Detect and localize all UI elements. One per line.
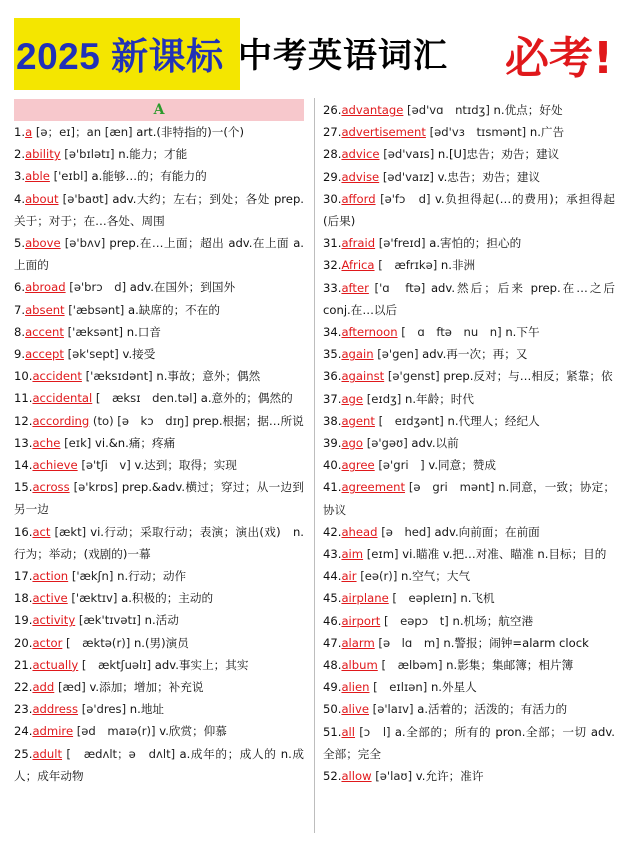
entry-word: accent	[25, 324, 64, 339]
entry-number: 16.	[14, 524, 33, 539]
entry-number: 8.	[14, 324, 26, 339]
entry-word: abroad	[25, 280, 66, 295]
entry-number: 7.	[14, 302, 26, 317]
vocab-entry	[323, 676, 615, 698]
vocab-entry	[14, 743, 304, 787]
entry-word: action	[32, 569, 69, 584]
vocab-entry	[323, 232, 615, 254]
entry-definition: n.事故；意外；偶然	[152, 369, 261, 384]
entry-definition: vi.行动；采取行动；表演；演出(戏) n.行为；举动；(戏剧的)一幕	[14, 524, 304, 561]
entry-number: 19.	[14, 613, 33, 628]
vocab-entry	[323, 765, 615, 787]
entry-word: about	[25, 191, 59, 206]
entry-definition: n.空气；大气	[397, 569, 471, 584]
entry-definition: a.成年的；成人的 n.成人；成年动物	[14, 746, 304, 783]
entry-phonetic: ['ækʃn]	[68, 569, 114, 584]
entry-phonetic: [əd'vɜ tɪsmənt]	[425, 125, 527, 140]
vocab-entry	[323, 254, 615, 276]
entry-phonetic: [ækt]	[50, 524, 87, 539]
entry-definition: adv.再一次；再；又	[418, 347, 528, 362]
entry-definition: a.积极的；主动的	[117, 591, 214, 606]
entry-number: 11.	[14, 391, 33, 406]
vocab-entry	[14, 565, 304, 587]
vocab-entry	[323, 121, 615, 143]
vocab-entry	[323, 543, 615, 565]
entry-word: actually	[32, 657, 79, 672]
entry-number: 43.	[323, 547, 342, 562]
entry-definition: a.能够…的；有能力的	[87, 169, 207, 184]
entry-word: adult	[32, 746, 63, 761]
entry-number: 35.	[323, 347, 342, 362]
entry-number: 4.	[14, 191, 26, 206]
entry-number: 34.	[323, 325, 342, 340]
vocab-entry	[323, 166, 615, 188]
entry-number: 13.	[14, 435, 33, 450]
entry-phonetic: [ eɪlɪən]	[369, 680, 428, 695]
entry-word: absent	[25, 302, 65, 317]
entry-phonetic: [ æktʃuəlɪ]	[78, 657, 152, 672]
entry-word: active	[32, 591, 68, 606]
vocab-entry	[14, 521, 304, 565]
entry-phonetic: [ɔ l]	[355, 724, 391, 739]
vocab-entry	[14, 587, 304, 609]
entry-number: 5.	[14, 236, 26, 251]
entry-definition: vi.&n.痛；疼痛	[91, 435, 176, 450]
title-exclaim: !	[593, 33, 614, 84]
entry-phonetic: [ə lɑ m]	[374, 635, 440, 650]
vocab-entry	[323, 99, 615, 121]
entry-word: accidental	[32, 391, 93, 406]
entry-number: 28.	[323, 147, 342, 162]
entry-number: 30.	[323, 191, 342, 206]
entry-definition: a.全部的；所有的 pron.全部；一切 adv.全部；完全	[323, 724, 615, 761]
vocab-entry	[14, 365, 304, 387]
entry-number: 1.	[14, 125, 26, 139]
entry-number: 39.	[323, 436, 342, 451]
entry-definition: prep.反对；与…相反；紧靠；依	[439, 369, 613, 384]
entry-word: air	[341, 569, 357, 584]
entry-phonetic: [ ædʌlt；ə dʌlt]	[62, 746, 176, 761]
entry-phonetic: [ə'tʃi v]	[77, 458, 131, 473]
entry-definition: adv.以前	[407, 436, 459, 451]
vocab-entry	[323, 698, 615, 720]
entry-definition: n.行动；动作	[113, 569, 187, 584]
entry-definition: v.负担得起(…的费用)；承担得起(后果)	[323, 191, 615, 229]
entry-word: agent	[341, 413, 375, 428]
entry-phonetic: [eɪk]	[60, 435, 92, 450]
entry-definition: n.飞机	[456, 591, 495, 606]
vocab-entry	[323, 432, 615, 454]
entry-word: add	[32, 680, 55, 695]
entry-phonetic: [ eəpɔ t]	[380, 613, 449, 628]
entry-phonetic: [ə'genst]	[384, 369, 440, 384]
entry-word: ago	[341, 436, 364, 451]
entry-number: 32.	[323, 258, 342, 273]
entry-word: accept	[25, 347, 64, 362]
entry-definition: v.接受	[118, 347, 156, 362]
entry-phonetic: [ə gri mənt]	[405, 480, 495, 495]
entry-word: above	[25, 236, 61, 251]
entry-definition: prep.&adv.横过；穿过；从一边到另一边	[14, 480, 304, 517]
entry-word: across	[32, 480, 70, 495]
entry-phonetic: [ə hed]	[377, 524, 431, 539]
entry-word: address	[32, 702, 79, 717]
entry-word: actor	[32, 635, 63, 650]
vocab-entry	[14, 676, 304, 698]
entry-word: achieve	[32, 458, 78, 473]
entry-number: 3.	[14, 169, 26, 184]
entry-word: agree	[341, 458, 375, 473]
entry-definition: n.外星人	[427, 680, 477, 695]
entry-definition: vi.瞄准 v.把…对准、瞄准 n.目标；目的	[398, 547, 607, 562]
entry-word: airport	[341, 613, 381, 628]
entry-phonetic: [ eɪdʒənt]	[374, 413, 444, 428]
entry-word: agreement	[341, 480, 406, 495]
entry-phonetic: [ æktə(r)]	[62, 635, 131, 650]
left-column	[14, 99, 304, 787]
vocab-entry	[14, 143, 304, 165]
entry-definition: n.活动	[140, 613, 179, 628]
entry-definition: v.达到；取得；实现	[130, 458, 237, 473]
entry-word: again	[341, 347, 374, 362]
entry-number: 31.	[323, 236, 342, 251]
entry-number: 27.	[323, 125, 342, 140]
entry-word: according	[32, 413, 90, 428]
entry-number: 23.	[14, 702, 33, 717]
vocab-entry	[323, 277, 615, 321]
entry-number: 25.	[14, 746, 33, 761]
entry-definition: v.忠告；劝告；建议	[433, 169, 541, 184]
entry-number: 38.	[323, 413, 342, 428]
vocab-entry	[14, 654, 304, 676]
vocab-entry	[323, 654, 615, 676]
entry-definition: n.广告	[526, 125, 565, 140]
vocab-entry	[323, 610, 615, 632]
entry-phonetic: ['eɪbl]	[49, 169, 88, 184]
vocab-entry	[323, 587, 615, 609]
entry-phonetic: [ə'fɔ d]	[375, 191, 431, 206]
vocab-entry	[14, 165, 304, 187]
entry-word: after	[341, 280, 369, 295]
vocab-entry	[14, 698, 304, 720]
entry-definition: n.(男)演员	[130, 635, 189, 650]
entry-number: 29.	[323, 169, 342, 184]
entry-word: activity	[32, 613, 76, 628]
vocab-entry	[323, 143, 615, 165]
entry-word: against	[341, 369, 385, 384]
entry-number: 52.	[323, 769, 342, 784]
entry-word: afternoon	[341, 325, 398, 340]
entry-phonetic: [ə'freɪd]	[375, 236, 426, 251]
title-year: 2025	[16, 36, 101, 77]
entry-definition: n.地址	[126, 702, 165, 717]
entry-definition: adv.事实上；其实	[151, 657, 249, 672]
vocab-entry	[323, 365, 615, 387]
entry-number: 9.	[14, 347, 26, 362]
vocab-entry	[14, 232, 304, 276]
entry-number: 20.	[14, 635, 33, 650]
entry-definition: n.警报；闹钟=alarm clock	[439, 635, 589, 650]
entry-definition: n.代理人；经纪人	[443, 413, 540, 428]
vocab-entry	[14, 276, 304, 298]
vocab-entry	[323, 721, 615, 765]
entry-definition: n.[U]忠告；劝告；建议	[434, 147, 560, 162]
entry-definition: v.允许；准许	[412, 769, 484, 784]
vocab-entry	[323, 454, 615, 476]
vocab-entry	[14, 188, 304, 232]
entry-definition: v.同意；赞成	[424, 458, 497, 473]
entry-phonetic: [æd]	[54, 680, 86, 695]
entry-definition: n.同意，一致；协定；协议	[323, 480, 615, 517]
entry-number: 33.	[323, 280, 342, 295]
entry-phonetic: [ æfrɪkə]	[374, 258, 438, 273]
title-year-brand	[16, 26, 224, 80]
title-must	[505, 22, 613, 86]
entry-definition: n.优点；好处	[489, 103, 563, 117]
entry-word: ability	[25, 147, 61, 162]
entry-phonetic: ['æbsənt]	[64, 302, 125, 317]
vocab-entry	[14, 387, 304, 409]
entry-number: 14.	[14, 458, 33, 473]
vocab-entry	[323, 343, 615, 365]
vocab-entry	[14, 476, 304, 520]
entry-phonetic: ['æktɪv]	[67, 591, 118, 606]
entry-phonetic: [eɪdʒ]	[363, 391, 402, 406]
entry-number: 51.	[323, 724, 342, 739]
entry-phonetic: [əd maɪə(r)]	[73, 724, 156, 739]
entry-phonetic: [ ælbəm]	[377, 658, 443, 673]
entry-phonetic: [əd'vaɪs]	[379, 147, 435, 162]
entry-number: 6.	[14, 280, 26, 295]
vocab-entry	[14, 609, 304, 631]
entry-definition: n.年龄；时代	[401, 391, 474, 406]
title-must-text: 必考	[505, 33, 593, 84]
entry-phonetic: [ æksɪ den.təl]	[92, 391, 198, 406]
vocab-entry	[14, 632, 304, 654]
entry-phonetic: [ ɑ ftə nu n]	[397, 325, 502, 340]
vocab-entry	[14, 454, 304, 476]
entry-word: alien	[341, 680, 370, 695]
vocab-entry	[323, 388, 615, 410]
entry-phonetic: ['æksɪdənt]	[81, 369, 153, 384]
entry-phonetic: [ə'laʊ]	[371, 769, 413, 784]
entry-definition: adv.然后；后来 prep.在…之后 conj.在…以后	[323, 280, 615, 317]
entry-word: accident	[32, 369, 82, 384]
entry-phonetic: [ək'sept]	[63, 347, 119, 362]
entry-number: 41.	[323, 480, 342, 495]
entry-definition: a.害怕的；担心的	[425, 236, 522, 251]
entry-definition: v.欣赏；仰慕	[155, 724, 227, 739]
entry-word: advantage	[341, 103, 404, 117]
vocab-entry	[323, 632, 615, 654]
title-main: 中考英语词汇	[238, 36, 448, 76]
entry-word: advise	[341, 169, 380, 184]
entry-definition: n.能力；才能	[114, 147, 188, 162]
entry-word: age	[341, 391, 364, 406]
entry-definition: n.影集；集邮簿；相片簿	[442, 658, 574, 673]
entry-phonetic: [ə'dres]	[78, 702, 127, 717]
entry-number: 42.	[323, 524, 342, 539]
entry-number: 50.	[323, 702, 342, 717]
entry-number: 49.	[323, 680, 342, 695]
entry-number: 15.	[14, 480, 33, 495]
page-header	[0, 0, 641, 95]
entry-number: 2.	[14, 147, 26, 162]
entry-number: 36.	[323, 369, 342, 384]
entry-word: ache	[32, 435, 61, 450]
entry-phonetic: [ə；eɪ]；an [æn]	[32, 125, 133, 139]
entry-word: advice	[341, 147, 380, 162]
entry-word: ahead	[341, 524, 378, 539]
entry-word: airplane	[341, 591, 389, 606]
section-heading: A	[14, 99, 304, 121]
vocab-entry	[323, 321, 615, 343]
entry-definition: art.(非特指的)一(个)	[132, 125, 245, 139]
entry-phonetic: [əd'vɑ ntɪdʒ]	[403, 103, 490, 117]
vocab-entry	[323, 188, 615, 232]
entry-number: 10.	[14, 369, 33, 384]
entry-definition: adv.在国外；到国外	[126, 280, 236, 295]
vocab-entry	[14, 121, 304, 143]
vocab-entry	[14, 299, 304, 321]
entry-word: aim	[341, 547, 364, 562]
entry-word: Africa	[341, 258, 375, 273]
entry-number: 48.	[323, 658, 342, 673]
entry-number: 22.	[14, 680, 33, 695]
vocab-entry	[14, 432, 304, 454]
entry-definition: v.添加；增加；补充说	[85, 680, 204, 695]
entry-number: 12.	[14, 413, 33, 428]
entry-phonetic: [ eəpleɪn]	[388, 591, 457, 606]
entry-definition: adv.向前面；在前面	[430, 524, 540, 539]
entry-definition: a.活着的；活泼的；有活力的	[413, 702, 568, 717]
entry-phonetic: [æk'tɪvətɪ]	[75, 613, 141, 628]
entry-word: advertisement	[341, 125, 426, 140]
entry-number: 24.	[14, 724, 33, 739]
entry-number: 18.	[14, 591, 33, 606]
entry-phonetic: [ə'gri ]	[374, 458, 425, 473]
vocab-entry	[323, 476, 615, 520]
entry-word: afraid	[341, 236, 376, 251]
entry-word: admire	[32, 724, 74, 739]
entry-phonetic: [ə'gəʊ]	[363, 436, 408, 451]
vocab-entry	[323, 410, 615, 432]
vocab-entry	[14, 720, 304, 742]
entry-number: 44.	[323, 569, 342, 584]
entry-definition: n.机场；航空港	[448, 613, 534, 628]
entry-number: 37.	[323, 391, 342, 406]
entry-definition: prep.在…上面；超出 adv.在上面 a.上面的	[14, 236, 304, 273]
entry-word: able	[25, 169, 50, 184]
vocab-entry	[14, 343, 304, 365]
entry-phonetic: [ə'bʌv]	[60, 236, 106, 251]
entry-phonetic: [ə'krɒs]	[69, 480, 118, 495]
entry-phonetic: [eɪm]	[363, 547, 399, 562]
entry-number: 40.	[323, 458, 342, 473]
entry-number: 26.	[323, 103, 342, 117]
entry-phonetic: [ə'gen]	[373, 347, 419, 362]
entry-phonetic: ['ɑ ftə]	[368, 280, 426, 295]
entry-word: alive	[341, 702, 369, 717]
entry-phonetic: [ə'baʊt]	[58, 191, 109, 206]
entry-word: allow	[341, 769, 372, 784]
title-brand: 新课标	[111, 36, 224, 77]
entry-definition: prep.根据；据…所说	[188, 413, 304, 428]
right-column	[323, 99, 615, 787]
entry-definition: adv.大约；左右；到处；各处 prep.关于；对于；在…各处、周围	[14, 191, 304, 228]
entry-number: 47.	[323, 635, 342, 650]
entry-word: act	[32, 524, 51, 539]
entry-definition: a.意外的；偶然的	[197, 391, 293, 406]
entry-phonetic: [əd'vaɪz]	[379, 169, 434, 184]
entry-definition: n.非洲	[437, 258, 476, 273]
entry-definition: n.口音	[123, 324, 161, 339]
vocab-entry	[323, 521, 615, 543]
entry-phonetic: [eə(r)]	[356, 569, 398, 584]
entry-phonetic: [ə'bɪlətɪ]	[60, 147, 115, 162]
entry-word: all	[341, 724, 355, 739]
entry-phonetic: [ə'laɪv]	[369, 702, 414, 717]
entry-word: afford	[341, 191, 376, 206]
column-divider	[314, 98, 315, 833]
entry-number: 21.	[14, 657, 33, 672]
entry-word: a	[25, 125, 33, 139]
entry-number: 17.	[14, 569, 33, 584]
entry-phonetic: (to) [ə kɔ dɪŋ]	[89, 413, 189, 428]
entry-phonetic: ['æksənt]	[63, 324, 124, 339]
entry-definition: a.缺席的；不在的	[124, 302, 220, 317]
vocab-entry	[14, 321, 304, 343]
vocab-entry	[14, 410, 304, 432]
entry-word: album	[341, 658, 378, 673]
entry-definition: n.下午	[501, 325, 540, 340]
entry-phonetic: [ə'brɔ d]	[65, 280, 127, 295]
vocab-entry	[323, 565, 615, 587]
entry-word: alarm	[341, 635, 375, 650]
entry-number: 46.	[323, 613, 342, 628]
entry-number: 45.	[323, 591, 342, 606]
